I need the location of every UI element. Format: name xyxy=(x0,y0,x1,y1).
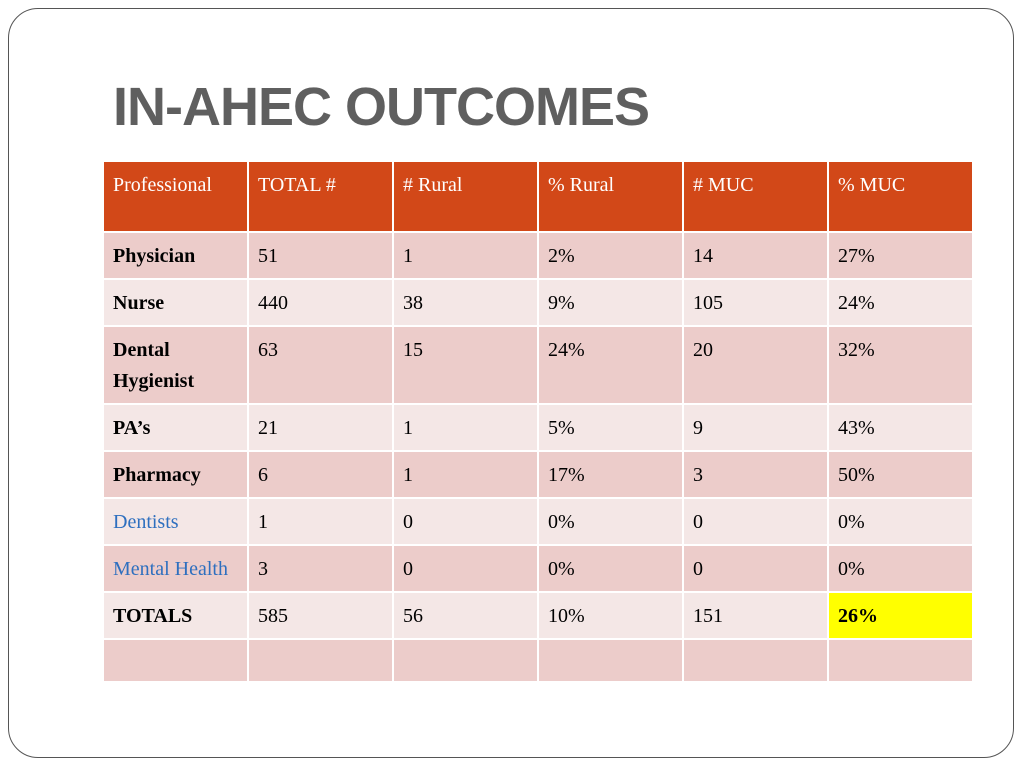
cell-muc-count: 105 xyxy=(683,279,828,326)
header-total: TOTAL # xyxy=(248,161,393,232)
cell-muc-count: 0 xyxy=(683,545,828,592)
cell-rural-count: 38 xyxy=(393,279,538,326)
cell-rural-count: 0 xyxy=(393,498,538,545)
cell-muc-count: 9 xyxy=(683,404,828,451)
cell-muc-percent: 50% xyxy=(828,451,973,498)
cell-rural-count: 1 xyxy=(393,232,538,279)
outcomes-table xyxy=(102,160,974,683)
cell-total: 440 xyxy=(248,279,393,326)
totals-rural-percent: 10% xyxy=(538,592,683,639)
header-rural-percent: % Rural xyxy=(538,161,683,232)
header-professional: Professional xyxy=(103,161,248,232)
cell-rural-percent: 9% xyxy=(538,279,683,326)
empty-cell xyxy=(103,639,248,682)
cell-rural-count: 1 xyxy=(393,404,538,451)
cell-rural-count: 1 xyxy=(393,451,538,498)
empty-cell xyxy=(393,639,538,682)
cell-total: 6 xyxy=(248,451,393,498)
header-muc-count: # MUC xyxy=(683,161,828,232)
row-label: Dentists xyxy=(103,498,248,545)
cell-rural-percent: 0% xyxy=(538,545,683,592)
table-row xyxy=(103,326,973,404)
empty-cell xyxy=(683,639,828,682)
totals-total: 585 xyxy=(248,592,393,639)
table-row xyxy=(103,545,973,592)
totals-label: TOTALS xyxy=(103,592,248,639)
totals-muc-count: 151 xyxy=(683,592,828,639)
cell-muc-count: 20 xyxy=(683,326,828,404)
totals-muc-percent: 26% xyxy=(828,592,973,639)
cell-muc-count: 0 xyxy=(683,498,828,545)
cell-muc-percent: 43% xyxy=(828,404,973,451)
slide-title: IN-AHEC OUTCOMES xyxy=(113,77,649,137)
cell-rural-percent: 5% xyxy=(538,404,683,451)
cell-muc-count: 3 xyxy=(683,451,828,498)
header-rural-count: # Rural xyxy=(393,161,538,232)
cell-rural-percent: 24% xyxy=(538,326,683,404)
cell-rural-count: 0 xyxy=(393,545,538,592)
cell-muc-percent: 0% xyxy=(828,545,973,592)
row-label: Mental Health xyxy=(103,545,248,592)
cell-muc-count: 14 xyxy=(683,232,828,279)
cell-muc-percent: 32% xyxy=(828,326,973,404)
cell-muc-percent: 0% xyxy=(828,498,973,545)
cell-total: 21 xyxy=(248,404,393,451)
header-muc-percent: % MUC xyxy=(828,161,973,232)
row-label: Pharmacy xyxy=(103,451,248,498)
row-label: PA’s xyxy=(103,404,248,451)
table-row xyxy=(103,232,973,279)
empty-row xyxy=(103,639,973,682)
cell-total: 1 xyxy=(248,498,393,545)
empty-cell xyxy=(538,639,683,682)
empty-cell xyxy=(828,639,973,682)
cell-rural-count: 15 xyxy=(393,326,538,404)
cell-total: 3 xyxy=(248,545,393,592)
cell-total: 63 xyxy=(248,326,393,404)
cell-rural-percent: 17% xyxy=(538,451,683,498)
table-row xyxy=(103,404,973,451)
cell-rural-percent: 2% xyxy=(538,232,683,279)
table-row xyxy=(103,279,973,326)
table-row xyxy=(103,498,973,545)
row-label: Dental Hygienist xyxy=(103,326,248,404)
totals-row xyxy=(103,592,973,639)
cell-muc-percent: 27% xyxy=(828,232,973,279)
row-label: Nurse xyxy=(103,279,248,326)
table-header-row xyxy=(103,161,973,232)
totals-rural-count: 56 xyxy=(393,592,538,639)
row-label: Physician xyxy=(103,232,248,279)
cell-muc-percent: 24% xyxy=(828,279,973,326)
empty-cell xyxy=(248,639,393,682)
cell-total: 51 xyxy=(248,232,393,279)
cell-rural-percent: 0% xyxy=(538,498,683,545)
table-row xyxy=(103,451,973,498)
